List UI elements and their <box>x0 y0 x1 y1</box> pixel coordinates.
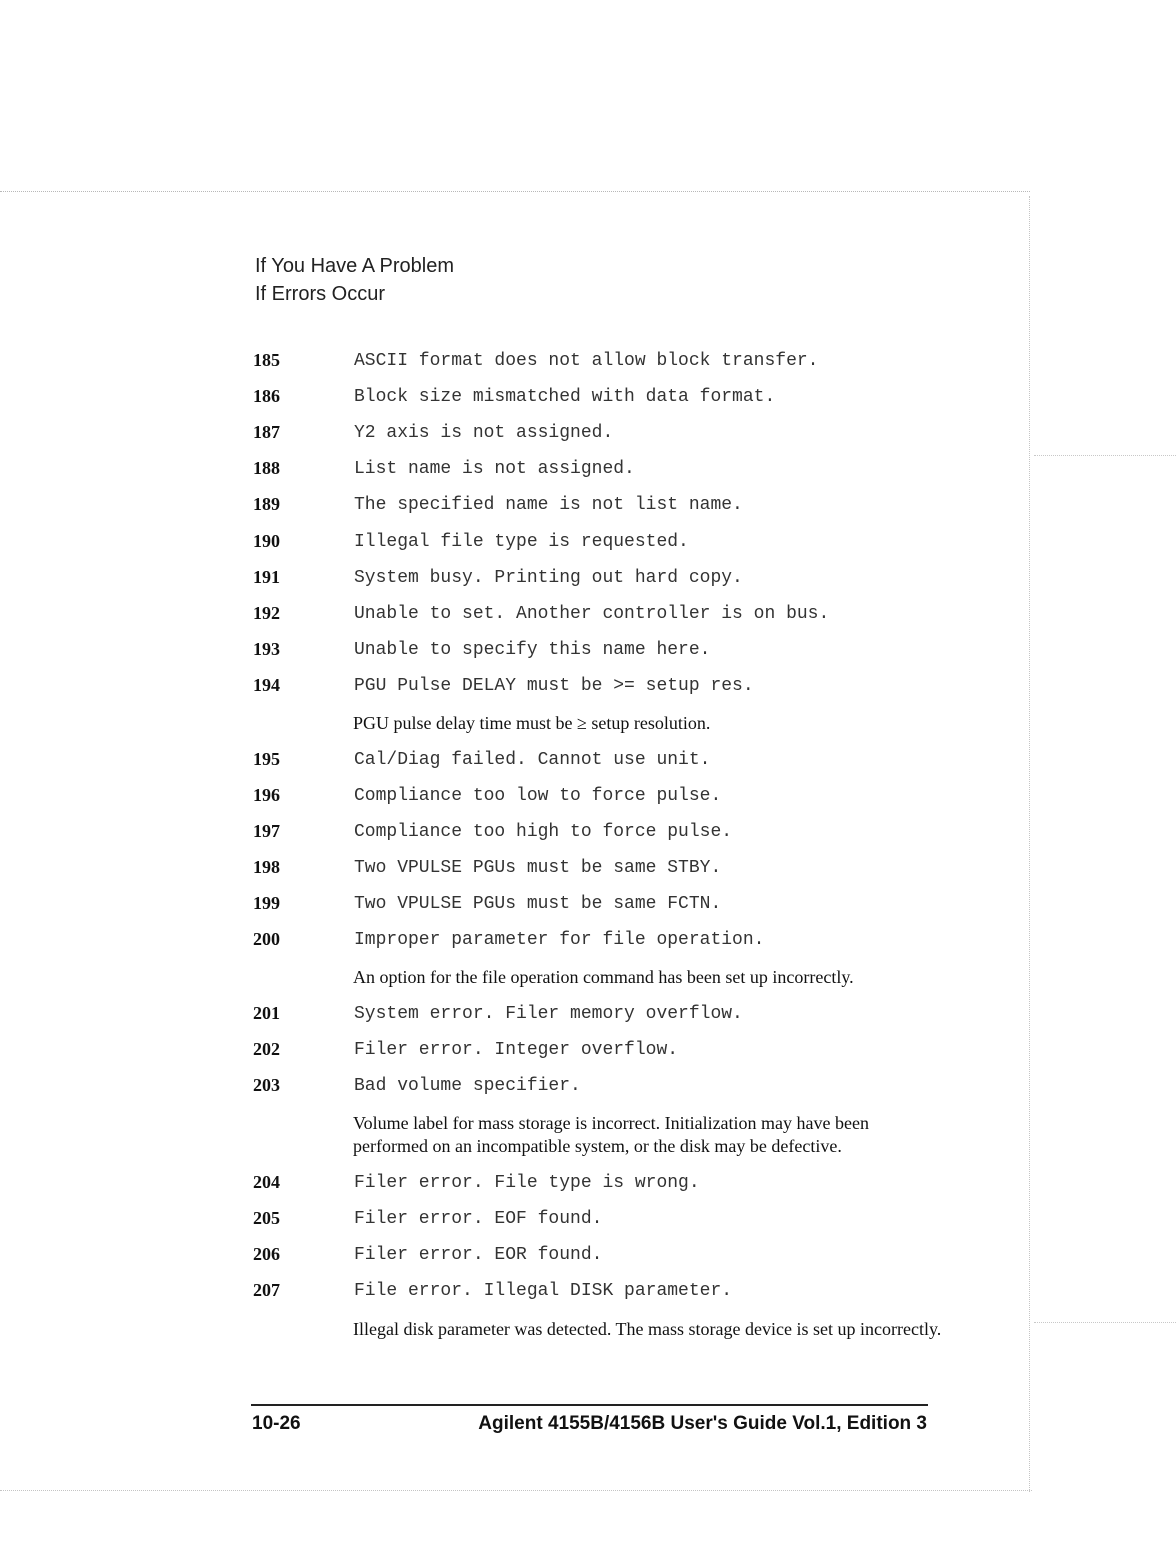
error-message: Block size mismatched with data format. <box>354 387 776 407</box>
error-code: 204 <box>253 1172 280 1192</box>
error-code: 201 <box>253 1003 280 1023</box>
error-code: 185 <box>253 350 280 370</box>
error-description: An option for the file operation command has been set up incorrectly. <box>353 967 854 987</box>
error-message: PGU Pulse DELAY must be >= setup res. <box>354 676 754 696</box>
error-message: Filer error. File type is wrong. <box>354 1173 700 1193</box>
error-code: 198 <box>253 857 280 877</box>
error-code: 191 <box>253 567 280 587</box>
error-code: 186 <box>253 386 280 406</box>
section-title: If Errors Occur <box>255 283 386 305</box>
error-code: 203 <box>253 1075 280 1095</box>
error-message: Compliance too low to force pulse. <box>354 786 722 806</box>
error-description: PGU pulse delay time must be ≥ setup resolution. <box>353 713 711 733</box>
error-code: 187 <box>253 422 280 442</box>
error-message: Two VPULSE PGUs must be same FCTN. <box>354 894 722 914</box>
error-code: 206 <box>253 1244 280 1264</box>
error-code: 207 <box>253 1280 280 1300</box>
error-message: Filer error. EOF found. <box>354 1209 603 1229</box>
error-code: 196 <box>253 785 280 805</box>
error-description: Illegal disk parameter was detected. The mass storage device is set up incorrectly. <box>353 1319 942 1339</box>
error-message: The specified name is not list name. <box>354 495 743 515</box>
error-code: 195 <box>253 749 280 769</box>
chapter-title: If You Have A Problem <box>255 255 455 277</box>
error-code: 189 <box>253 494 280 514</box>
error-code: 192 <box>253 603 280 623</box>
error-code: 194 <box>253 675 280 695</box>
error-message: System error. Filer memory overflow. <box>354 1004 743 1024</box>
error-message: ASCII format does not allow block transfer. <box>354 351 819 371</box>
error-code: 190 <box>253 531 280 551</box>
error-code: 193 <box>253 639 280 659</box>
error-message: System busy. Printing out hard copy. <box>354 568 743 588</box>
footer-rule <box>251 1404 928 1406</box>
error-message: Illegal file type is requested. <box>354 532 689 552</box>
error-code: 205 <box>253 1208 280 1228</box>
error-code: 197 <box>253 821 280 841</box>
error-message: Cal/Diag failed. Cannot use unit. <box>354 750 711 770</box>
error-message: Compliance too high to force pulse. <box>354 822 733 842</box>
error-code: 199 <box>253 893 280 913</box>
error-message: Two VPULSE PGUs must be same STBY. <box>354 858 722 878</box>
footer-title: Agilent 4155B/4156B User's Guide Vol.1, Edition 3 <box>478 1413 927 1434</box>
error-code: 202 <box>253 1039 280 1059</box>
error-message: Y2 axis is not assigned. <box>354 423 614 443</box>
page-number: 10-26 <box>252 1413 301 1434</box>
error-message: Improper parameter for file operation. <box>354 930 765 950</box>
error-message: Filer error. EOR found. <box>354 1245 603 1265</box>
error-message: List name is not assigned. <box>354 459 635 479</box>
error-message: Unable to specify this name here. <box>354 640 711 660</box>
error-message: File error. Illegal DISK parameter. <box>354 1281 733 1301</box>
error-message: Bad volume specifier. <box>354 1076 581 1096</box>
error-code: 200 <box>253 929 280 949</box>
error-description: Volume label for mass storage is incorrect. Initialization may have been performed on an incompatible system, or the disk may be defective. <box>353 1113 869 1156</box>
error-code: 188 <box>253 458 280 478</box>
error-message: Filer error. Integer overflow. <box>354 1040 679 1060</box>
error-message: Unable to set. Another controller is on bus. <box>354 604 830 624</box>
